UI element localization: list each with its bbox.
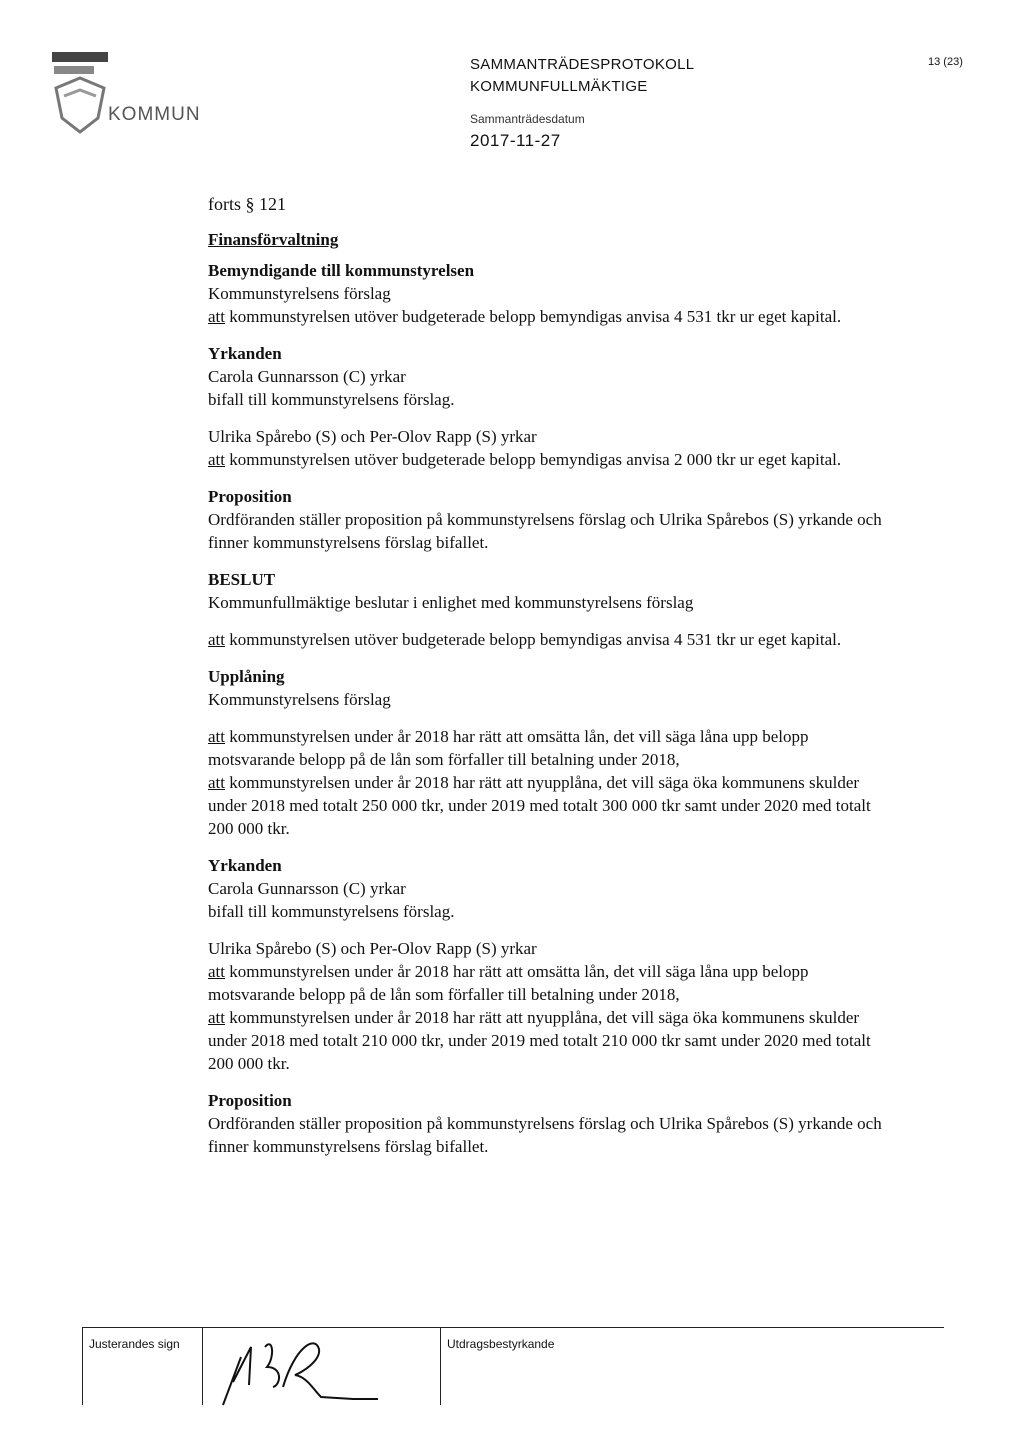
utdrag-label: Utdragsbestyrkande — [447, 1337, 555, 1351]
date-label: Sammanträdesdatum — [470, 112, 585, 126]
att-keyword: att — [208, 307, 225, 326]
yrkande-line: bifall till kommunstyrelsens förslag. — [208, 390, 455, 409]
att-text: kommunstyrelsen utöver budgeterade belopp bemyndigas anvisa 2 000 tkr ur eget kapital. — [225, 450, 842, 469]
yrkande-line: Carola Gunnarsson (C) yrkar — [208, 879, 406, 898]
meeting-date: 2017-11-27 — [470, 131, 561, 150]
beslut-heading: BESLUT — [208, 570, 276, 589]
yrkande-line: bifall till kommunstyrelsens förslag. — [208, 902, 455, 921]
page-number: 13 (23) — [928, 56, 963, 68]
proposition-text: Ordföranden ställer proposition på kommunstyrelsens förslag och Ulrika Spårebos (S) yrkande och finner kommunstyrelsens förslag bifallet. — [208, 510, 882, 552]
protocol-body — [208, 193, 888, 1158]
proposition-heading: Proposition — [208, 1091, 292, 1110]
protocol-type: SAMMANTRÄDESPROTOKOLL — [470, 56, 695, 73]
logo-wordmark: KOMMUN — [108, 104, 201, 125]
att-keyword: att — [208, 773, 225, 792]
att-keyword: att — [208, 962, 225, 981]
yrkanden-heading: Yrkanden — [208, 344, 282, 363]
att-text: kommunstyrelsen under år 2018 har rätt att nyupplåna, det vill säga öka kommunens skulder under 2018 med totalt 250 000 tkr, under 2019 med totalt 300 000 tkr samt under 2020 med totalt 200 000 tkr. — [208, 773, 871, 838]
yrkande-line: Ulrika Spårebo (S) och Per-Olov Rapp (S) yrkar — [208, 427, 537, 446]
att-keyword: att — [208, 727, 225, 746]
att-keyword: att — [208, 630, 225, 649]
municipality-logo — [50, 48, 210, 138]
proposition-heading: Proposition — [208, 487, 292, 506]
bemyndigande-proposal — [208, 305, 888, 328]
upplaning-heading: Upplåning — [208, 667, 285, 686]
paragraph-ref: forts § 121 — [208, 194, 286, 214]
utdrag-cell — [440, 1327, 945, 1405]
att-text: kommunstyrelsen under år 2018 har rätt att omsätta lån, det vill säga låna upp belopp motsvarande belopp på de lån som förfaller till betalning under 2018, — [208, 727, 809, 769]
protocol-title — [470, 54, 694, 98]
upplaning-att — [208, 771, 888, 840]
att-keyword: att — [208, 450, 225, 469]
justerare-cell — [82, 1327, 203, 1405]
yrkande-att — [208, 1006, 888, 1075]
proposition-text: Ordföranden ställer proposition på kommunstyrelsens förslag och Ulrika Spårebos (S) yrkande och finner kommunstyrelsens förslag bifallet. — [208, 1114, 882, 1156]
att-text: kommunstyrelsen utöver budgeterade belopp bemyndigas anvisa 4 531 tkr ur eget kapital. — [225, 307, 842, 326]
beslut-att — [208, 628, 888, 651]
att-keyword: att — [208, 1008, 225, 1027]
beslut-text: Kommunfullmäktige beslutar i enlighet med kommunstyrelsens förslag — [208, 593, 694, 612]
handwritten-signature — [203, 1327, 441, 1407]
yrkande-line: Carola Gunnarsson (C) yrkar — [208, 367, 406, 386]
yrkande-line: Ulrika Spårebo (S) och Per-Olov Rapp (S) yrkar — [208, 939, 537, 958]
body-name: KOMMUNFULLMÄKTIGE — [470, 78, 648, 95]
bemyndigande-proposal-label: Kommunstyrelsens förslag — [208, 284, 391, 303]
bemyndigande-heading: Bemyndigande till kommunstyrelsen — [208, 261, 475, 280]
upplaning-att — [208, 725, 888, 771]
signature-footer — [82, 1327, 944, 1407]
yrkande-att — [208, 960, 888, 1006]
upplaning-proposal-label: Kommunstyrelsens förslag — [208, 690, 391, 709]
att-text: kommunstyrelsen utöver budgeterade belopp bemyndigas anvisa 4 531 tkr ur eget kapital. — [225, 630, 842, 649]
crest-icon — [50, 48, 110, 138]
justerare-label: Justerandes sign — [89, 1337, 180, 1351]
att-text: kommunstyrelsen under år 2018 har rätt att omsätta lån, det vill säga låna upp belopp motsvarande belopp på de lån som förfaller till betalning under 2018, — [208, 962, 809, 1004]
signature-cell — [202, 1327, 441, 1405]
yrkanden-heading: Yrkanden — [208, 856, 282, 875]
yrkande-att — [208, 448, 888, 471]
section-title: Finansförvaltning — [208, 230, 339, 249]
att-text: kommunstyrelsen under år 2018 har rätt att nyupplåna, det vill säga öka kommunens skulder under 2018 med totalt 210 000 tkr, under 2019 med totalt 210 000 tkr samt under 2020 med totalt 200 000 tkr. — [208, 1008, 871, 1073]
